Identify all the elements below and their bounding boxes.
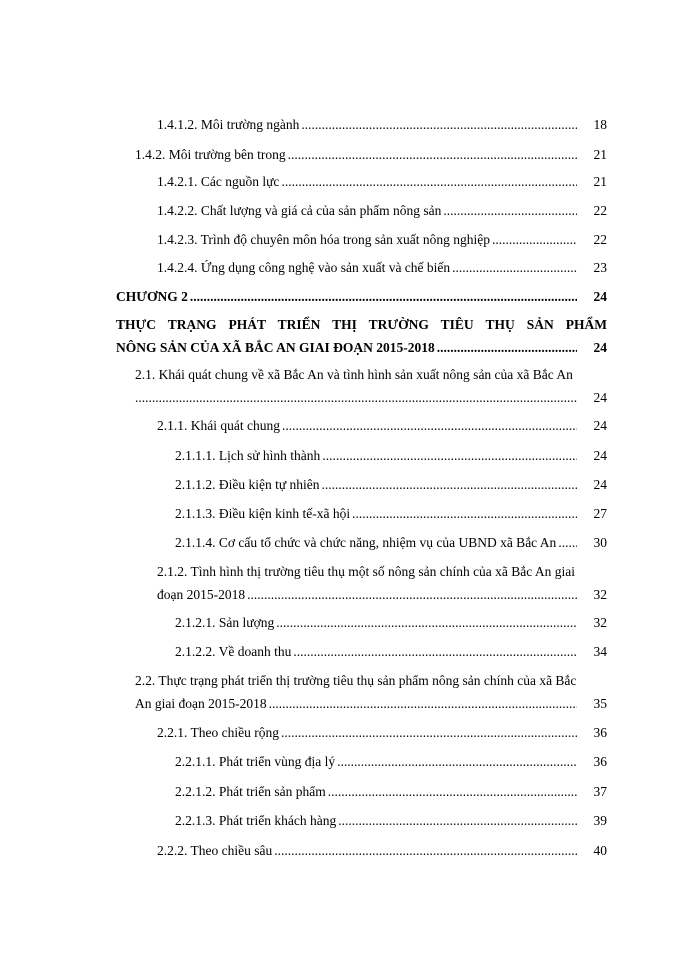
toc-entry-page: 23 <box>593 260 607 275</box>
toc-entry-page: 27 <box>593 506 607 521</box>
toc-entry <box>157 202 607 220</box>
toc-entry-page: 32 <box>593 615 607 630</box>
toc-entry-page: 36 <box>593 754 607 769</box>
toc-entry-title: 1.4.2.2. Chất lượng và giá cả của sản phẩm nông sản <box>157 203 442 218</box>
toc-entry <box>175 812 607 830</box>
toc-entry-page: 30 <box>593 535 607 550</box>
toc-entry-title: 2.2.1.3. Phát triển khách hàng <box>175 813 337 828</box>
toc-entry <box>175 505 607 523</box>
toc-entry-title: NÔNG SẢN CỦA XÃ BẮC AN GIAI ĐOẠN 2015-2018 <box>116 340 435 355</box>
toc-entry <box>157 842 607 860</box>
toc-entry-page: 24 <box>593 390 607 405</box>
toc-entry <box>175 753 607 771</box>
toc-entry <box>175 476 607 494</box>
toc-entry <box>175 614 607 632</box>
toc-entry-title: 1.4.1.2. Môi trường ngành <box>157 117 300 132</box>
toc-entry-page: 34 <box>593 644 607 659</box>
toc-entry-title: 2.2.2. Theo chiều sâu <box>157 843 273 858</box>
toc-entry-title: 2.2.1. Theo chiều rộng <box>157 725 279 740</box>
toc-entry-title: 1.4.2.1. Các nguồn lực <box>157 174 280 189</box>
toc-entry-title: 2.1.1. Khái quát chung <box>157 418 280 433</box>
toc-entry-title: 2.2.1.1. Phát triển vùng địa lý <box>175 754 336 769</box>
toc-entry-page: 24 <box>593 289 607 304</box>
toc-entry <box>157 417 607 435</box>
toc-entry-page: 24 <box>593 418 607 433</box>
toc-entry <box>116 339 607 357</box>
toc-entry-page: 21 <box>593 147 607 162</box>
toc-entry-title-line1: 2.1.2. Tình hình thị trường tiêu thụ một số nông sản chính của xã Bắc An giai <box>157 564 576 579</box>
toc-entry-title: An giai đoạn 2015-2018 <box>135 696 267 711</box>
toc-entry-title: CHƯƠNG 2 <box>116 289 188 304</box>
toc-entry-page: 37 <box>593 784 607 799</box>
toc-entry-page: 39 <box>593 813 607 828</box>
toc-entry-title: 1.4.2. Môi trường bên trong <box>135 147 286 162</box>
toc-entry <box>175 783 607 801</box>
toc-entry <box>135 695 607 713</box>
toc-entry-page: 21 <box>593 174 607 189</box>
toc-entry <box>157 724 607 742</box>
toc-entry-page: 36 <box>593 725 607 740</box>
toc-entry <box>157 231 607 249</box>
toc-entry-title: 2.1.1.1. Lịch sử hình thành <box>175 448 321 463</box>
toc-entry-title: 2.1.1.2. Điều kiện tự nhiên <box>175 477 320 492</box>
toc-entry-title-line1: 2.2. Thực trạng phát triển thị trường tiêu thụ sản phẩm nông sản chính của xã Bắc <box>135 673 577 688</box>
toc-entry <box>175 534 607 552</box>
toc-entry-title: đoạn 2015-2018 <box>157 587 246 602</box>
toc-entry-page: 40 <box>593 843 607 858</box>
toc-entry-page: 18 <box>593 117 607 132</box>
toc-entry-page: 24 <box>593 340 607 355</box>
toc-entry <box>157 173 607 191</box>
toc-entry-title: 2.1.1.3. Điều kiện kinh tế-xã hội <box>175 506 351 521</box>
toc-entry <box>157 116 607 134</box>
toc-entry-title: 2.1.1.4. Cơ cấu tổ chức và chức năng, nhiệm vụ của UBND xã Bắc An <box>175 535 557 550</box>
toc-entry-page: 22 <box>593 203 607 218</box>
toc-entry-page: 24 <box>593 448 607 463</box>
toc-entry-page: 35 <box>593 696 607 711</box>
toc-entry <box>157 586 607 604</box>
toc-entry-page: 22 <box>593 232 607 247</box>
toc-entry <box>135 146 607 164</box>
toc-entry-title: 2.2.1.2. Phát triển sản phẩm <box>175 784 326 799</box>
toc-entry <box>135 389 607 407</box>
toc-entry <box>157 259 607 277</box>
toc-entry-title-line1: 2.1. Khái quát chung về xã Bắc An và tình hình sản xuất nông sản của xã Bắc An <box>135 367 573 382</box>
toc-chapter-heading <box>116 288 607 306</box>
toc-entry-title: 1.4.2.4. Ứng dụng công nghệ vào sản xuất và chế biến <box>157 260 451 275</box>
toc-entry-title: 2.1.2.2. Về doanh thu <box>175 644 292 659</box>
toc-entry-page: 24 <box>593 477 607 492</box>
toc-chapter-title-line1: THỰC TRẠNG PHÁT TRIỂN THỊ TRƯỜNG TIÊU THỤ SẢN PHẨM <box>116 317 607 332</box>
toc-entry <box>175 447 607 465</box>
toc-entry <box>175 643 607 661</box>
toc-entry-title: 2.1.2.1. Sản lượng <box>175 615 275 630</box>
toc-entry-title: 1.4.2.3. Trình độ chuyên môn hóa trong sản xuất nông nghiệp <box>157 232 490 247</box>
toc-entry-page: 32 <box>593 587 607 602</box>
